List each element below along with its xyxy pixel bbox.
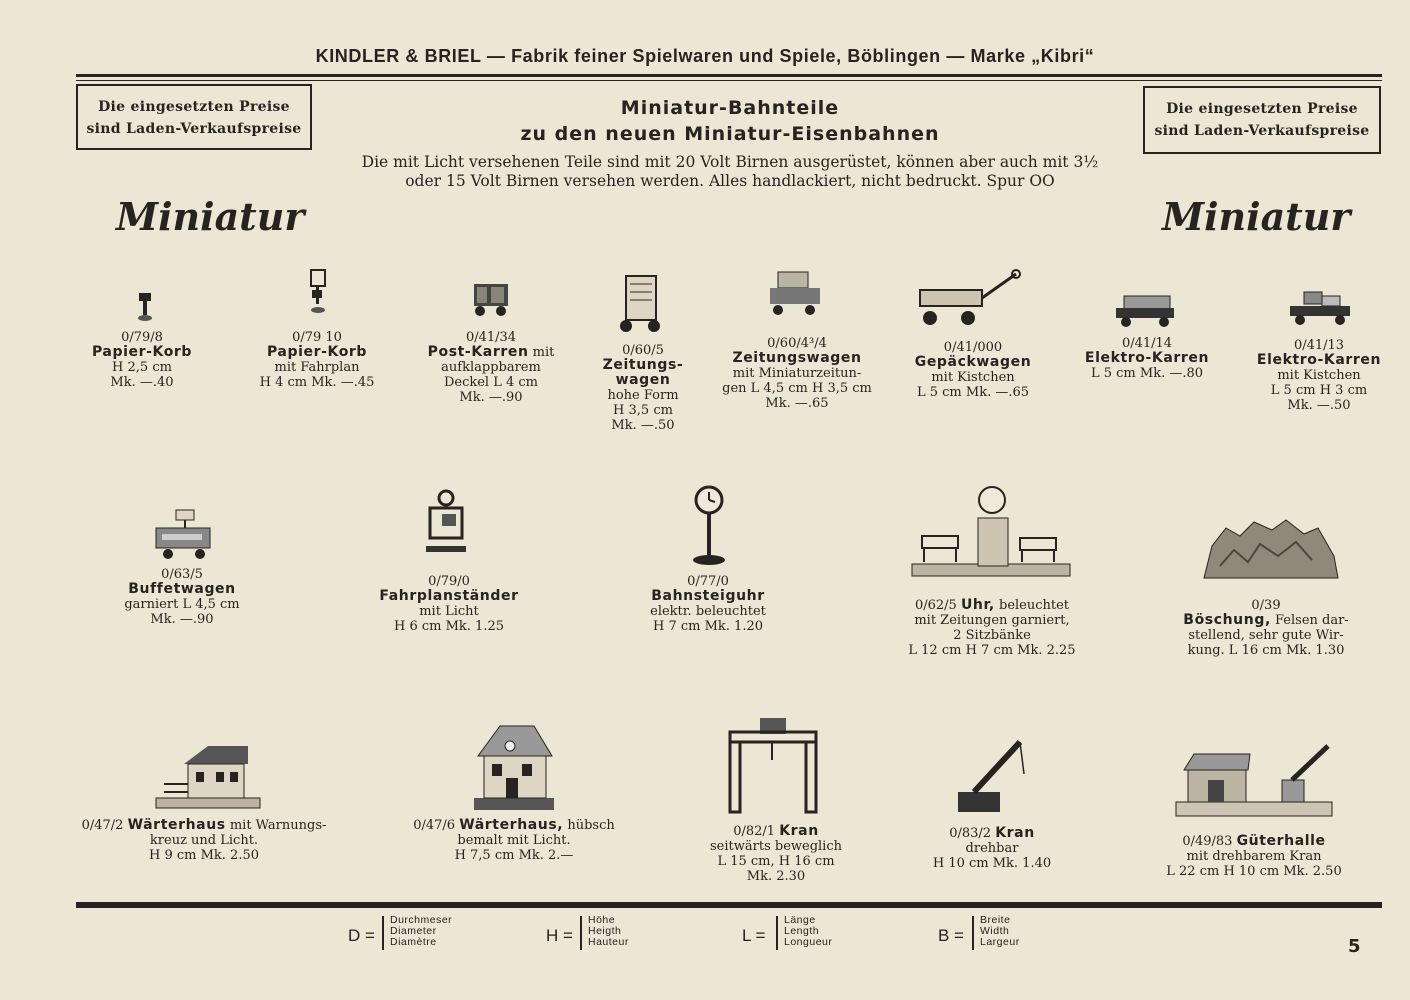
- item-code: 0/60/5: [622, 343, 664, 358]
- item-code: 0/79/8: [121, 330, 163, 345]
- item-code: 0/62/5: [914, 598, 957, 613]
- item-price: H 7,5 cm Mk. 2.—: [454, 848, 574, 863]
- post-cart-image: [468, 278, 514, 320]
- page-title: [380, 95, 1080, 147]
- item-detail: H 3,5 cm: [613, 403, 673, 418]
- item-bahnsteiguhr: [628, 574, 788, 634]
- legend-width: [938, 914, 1068, 954]
- item-name: Uhr,: [960, 597, 995, 613]
- legend-diameter: [348, 914, 478, 954]
- item-code: 0/77/0: [687, 574, 729, 589]
- item-code: 0/79 10: [292, 330, 342, 345]
- item-name: Papier-Korb: [266, 344, 368, 360]
- item-price: kung. L 16 cm Mk. 1.30: [1187, 643, 1345, 658]
- brand-script-right: Miniatur: [1162, 194, 1351, 239]
- item-detail: mit Fahrplan: [274, 360, 360, 375]
- item-code: 0/41/13: [1293, 338, 1345, 353]
- legend-word: Hauteur: [588, 936, 629, 948]
- item-uhr: [880, 598, 1104, 658]
- item-waerterhaus-2: [404, 818, 624, 863]
- item-gepaeckwagen: [896, 340, 1050, 400]
- item-papier-korb-2: [244, 330, 390, 390]
- legend-word: Diamètre: [390, 936, 437, 948]
- item-post-karren: [418, 330, 564, 405]
- legend-words: [980, 915, 1020, 948]
- price-note-line: sind Laden-Verkaufspreise: [86, 121, 302, 137]
- signal-house-image: [152, 744, 264, 812]
- legend-symbol: L =: [742, 926, 766, 945]
- legend-word: Length: [784, 925, 820, 937]
- catalog-header: KINDLER & BRIEL — Fabrik feiner Spielwaren und Spiele, Böblingen — Marke „Kibri“: [315, 46, 1095, 66]
- intro-line: Die mit Licht versehenen Teile sind mit 20 Volt Birnen ausgerüstet, können aber auch mit 3½: [361, 153, 1099, 171]
- price-note-line: Die eingesetzten Preise: [98, 99, 290, 115]
- item-name: Papier-Korb: [91, 344, 193, 360]
- item-name: Zeitungs-: [602, 357, 684, 373]
- item-name-suffix: mit: [528, 345, 555, 360]
- item-price: L 5 cm Mk. —.80: [1090, 366, 1204, 381]
- item-buffetwagen: [100, 567, 264, 627]
- item-name-suffix: hübsch: [563, 818, 615, 833]
- item-name: Buffetwagen: [128, 581, 236, 597]
- item-detail: mit Zeitungen garniert,: [914, 613, 1070, 628]
- item-code: 0/41/14: [1121, 336, 1173, 351]
- item-detail: elektr. beleuchtet: [650, 604, 766, 619]
- legend-words: [588, 915, 629, 948]
- legend-brace: [382, 916, 384, 950]
- gantry-crane-image: [724, 716, 822, 818]
- item-price: H 9 cm Mk. 2.50: [148, 848, 259, 863]
- rotating-crane-image: [954, 738, 1030, 816]
- legend-word: Länge: [784, 914, 816, 926]
- item-detail: mit Miniaturzeitun-: [732, 366, 862, 381]
- legend-symbol: B =: [938, 926, 964, 945]
- item-fahrplanstaender: [366, 574, 532, 634]
- item-price: L 5 cm Mk. —.65: [916, 385, 1030, 400]
- item-name: Elektro-Karren: [1084, 350, 1210, 366]
- item-detail: gen L 4,5 cm H 3,5 cm: [722, 381, 872, 396]
- item-price: Mk. 2.30: [746, 869, 806, 884]
- legend-word: Diameter: [390, 925, 437, 937]
- intro-text: [300, 153, 1160, 191]
- item-code: 0/63/5: [161, 567, 203, 582]
- legend-word: Longueur: [784, 936, 833, 948]
- buffet-wagon-image: [152, 506, 214, 562]
- legend-symbol: H =: [546, 926, 573, 945]
- paper-basket-image: [130, 290, 160, 326]
- legend-words: [784, 915, 832, 948]
- item-boeschung: [1180, 598, 1352, 658]
- item-detail: L 15 cm, H 16 cm: [717, 854, 835, 869]
- item-price: H 4 cm Mk. —.45: [259, 375, 375, 390]
- item-name: Post-Karren: [427, 344, 529, 360]
- electric-cart-boxes-image: [1286, 288, 1354, 330]
- goods-shed-image: [1174, 740, 1336, 824]
- item-code: 0/79/0: [428, 574, 470, 589]
- item-name: wagen: [615, 372, 671, 388]
- item-price: Mk. —.65: [765, 396, 829, 411]
- price-note-line: Die eingesetzten Preise: [1166, 101, 1358, 117]
- item-name: Kran: [995, 825, 1035, 841]
- item-gueterhalle: [1142, 834, 1366, 879]
- item-price: Mk. —.90: [150, 612, 214, 627]
- item-price: L 22 cm H 10 cm Mk. 2.50: [1166, 864, 1342, 879]
- legend-word: Höhe: [588, 914, 616, 926]
- newspaper-cart-image: [616, 272, 666, 336]
- embankment-rocks-image: [1200, 516, 1340, 584]
- title-line: zu den neuen Miniatur-Eisenbahnen: [520, 123, 940, 145]
- item-detail: mit Kistchen: [1277, 368, 1361, 383]
- price-note-right: [1143, 86, 1381, 154]
- item-papier-korb-1: [72, 330, 212, 390]
- item-elektro-karren-2: [1244, 338, 1394, 413]
- item-code: 0/41/000: [943, 340, 1003, 355]
- clock-bench-platform-image: [910, 484, 1074, 580]
- item-elektro-karren-1: [1070, 336, 1224, 381]
- item-detail: aufklappbarem: [441, 360, 541, 375]
- item-detail: seitwärts beweglich: [710, 839, 842, 854]
- item-detail: hohe Form: [607, 388, 679, 403]
- item-name: Wärterhaus,: [459, 817, 564, 833]
- item-name: Böschung,: [1183, 612, 1271, 628]
- item-price: H 7 cm Mk. 1.20: [652, 619, 763, 634]
- item-detail: Deckel L 4 cm: [443, 375, 539, 390]
- legend-word: Largeur: [980, 936, 1020, 948]
- item-price: H 10 cm Mk. 1.40: [932, 856, 1052, 871]
- legend-brace: [776, 916, 778, 950]
- item-detail: kreuz und Licht.: [149, 833, 259, 848]
- item-price: Mk. —.40: [110, 375, 174, 390]
- item-code: 0/47/6: [413, 818, 456, 833]
- item-waerterhaus-1: [76, 818, 332, 863]
- legend-brace: [972, 916, 974, 950]
- item-price: Mk. —.50: [1287, 398, 1351, 413]
- item-price: H 6 cm Mk. 1.25: [393, 619, 504, 634]
- item-detail: mit drehbarem Kran: [1186, 849, 1322, 864]
- brand-script-left: Miniatur: [116, 194, 305, 239]
- item-name: Güterhalle: [1236, 833, 1326, 849]
- legend-words: [390, 915, 452, 948]
- item-code: 0/82/1: [733, 824, 776, 839]
- item-name-suffix: mit Warnungs-: [225, 818, 327, 833]
- item-name: Kran: [779, 823, 819, 839]
- luggage-cart-image: [912, 268, 1024, 330]
- item-name: Wärterhaus: [127, 817, 226, 833]
- legend-word: Heigth: [588, 925, 622, 937]
- item-kran-2: [912, 826, 1072, 871]
- platform-clock-image: [690, 484, 730, 570]
- item-code: 0/47/2: [81, 818, 124, 833]
- item-detail: drehbar: [965, 841, 1019, 856]
- legend-length: [742, 914, 872, 954]
- item-code: 0/83/2: [949, 826, 992, 841]
- price-note-line: sind Laden-Verkaufspreise: [1154, 123, 1370, 139]
- legend-brace: [580, 916, 582, 950]
- item-detail: garniert L 4,5 cm: [124, 597, 240, 612]
- legend-word: Durchmeser: [390, 914, 453, 926]
- item-detail: stellend, sehr gute Wir-: [1188, 628, 1344, 643]
- item-detail: mit Kistchen: [931, 370, 1015, 385]
- header-rule: [76, 74, 1382, 77]
- intro-line: oder 15 Volt Birnen versehen werden. Alles handlackiert, nicht bedruckt. Spur OO: [405, 172, 1055, 190]
- paper-basket-timetable-image: [304, 268, 334, 318]
- legend-symbol: D =: [348, 926, 375, 945]
- electric-cart-image: [1112, 290, 1180, 332]
- item-price: Mk. —.50: [611, 418, 675, 433]
- signal-house-painted-image: [470, 722, 558, 814]
- item-name-suffix: beleuchtet: [994, 598, 1070, 613]
- item-code: 0/49/83: [1182, 834, 1233, 849]
- item-price: L 12 cm H 7 cm Mk. 2.25: [908, 643, 1076, 658]
- title-line: Miniatur-Bahnteile: [620, 97, 840, 119]
- item-name: Gepäckwagen: [914, 354, 1032, 370]
- footer-rule: [76, 902, 1382, 908]
- legend-word: Breite: [980, 914, 1011, 926]
- item-detail: mit Licht: [419, 604, 479, 619]
- item-price: Mk. —.90: [459, 390, 523, 405]
- item-detail: bemalt mit Licht.: [457, 833, 571, 848]
- item-name: Bahnsteiguhr: [651, 588, 765, 604]
- legend-height: [546, 914, 676, 954]
- item-name: Zeitungswagen: [732, 350, 862, 366]
- item-detail: H 2,5 cm: [112, 360, 172, 375]
- item-name: Elektro-Karren: [1256, 352, 1382, 368]
- item-zeitungswagen: [720, 336, 874, 411]
- item-detail: L 5 cm H 3 cm: [1270, 383, 1368, 398]
- item-name-suffix: Felsen dar-: [1270, 613, 1349, 628]
- item-kran-1: [694, 824, 858, 884]
- header-rule-thin: [76, 80, 1382, 81]
- newspaper-wagon-image: [764, 268, 826, 320]
- item-name: Fahrplanständer: [379, 588, 519, 604]
- page-number: 5: [1348, 936, 1361, 957]
- legend-word: Width: [980, 925, 1010, 937]
- timetable-stand-image: [424, 486, 470, 556]
- item-code: 0/39: [1251, 598, 1281, 613]
- item-zeitungswagen-hoch: [582, 343, 704, 433]
- item-code: 0/60/4³/4: [767, 336, 827, 351]
- item-code: 0/41/34: [465, 330, 517, 345]
- price-note-left: [76, 84, 312, 150]
- item-detail: 2 Sitzbänke: [953, 628, 1031, 643]
